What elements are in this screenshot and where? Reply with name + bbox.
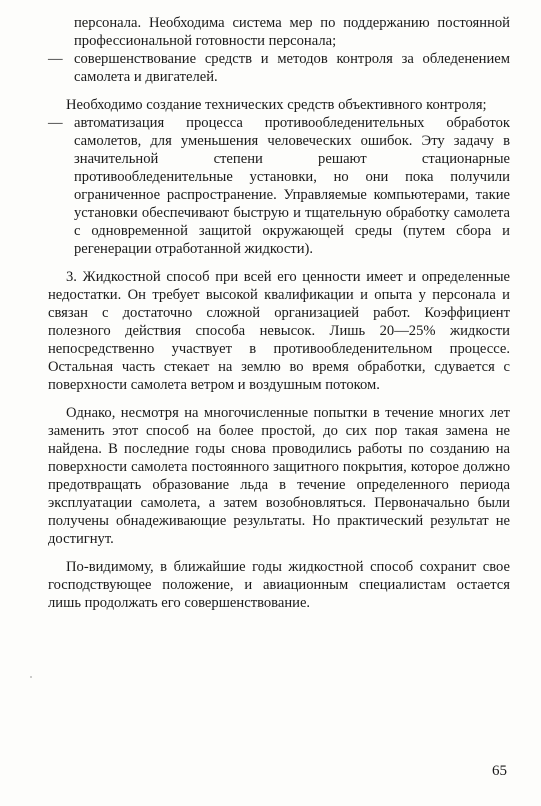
bullet-dash: —	[48, 115, 63, 131]
paragraph-4: По-видимому, в ближайшие годы жидкостной способ сохранит свое господствующее положение, и авиационным специалистам остается лишь продолжать его совершенствование.	[48, 559, 510, 611]
spacer	[48, 548, 510, 558]
paragraph-3: Однако, несмотря на многочисленные попытки в течение многих лет заменить этот способ на более простой, до сих пор такая замена не найдена. В последние годы снова проводились работы по созданию на поверхности самолета постоянного защитного покрытия, которое должно предотвращать образование льда в течение определенного периода эксплуатации самолета, а затем возобновляться. Первоначально были получены обнадеживающие результаты. Но практический результат не достигнут.	[48, 405, 510, 547]
bullet-item-2	[48, 114, 510, 258]
paragraph-2: 3. Жидкостной способ при всей его ценности имеет и определенные недостатки. Он требует высокой квалификации и опыта у персонала и связан с достаточно сложной организацией работ. Коэффициент полезного действия способа невысок. Лишь 20—25% жидкости непосредственно участвует в противообледенительном процессе. Остальная часть стекает на землю во время обработки, сдувается с поверхности самолета ветром и воздушным потоком.	[48, 269, 510, 393]
bullet-text-1: совершенствование средств и методов контроля за обледенением самолета и двигателей.	[74, 51, 510, 85]
bullet-item-1	[48, 50, 510, 86]
page-body	[48, 14, 510, 612]
spacer	[48, 258, 510, 268]
scan-speck	[30, 676, 32, 678]
bullet-dash: —	[48, 51, 63, 67]
spacer	[48, 86, 510, 96]
bullet-text-2: автоматизация процесса противообледенительных обработок самолетов, для уменьшения человеческих ошибок. Эту задачу в значительной степени решают стационарные противообледенительные установки, но они пока получили ограниченное распространение. Управляемые компьютерами, такие установки обеспечивают быструю и тщательную обработку самолета с одновременной защитой окружающей среды (путем сбора и регенерации отработанной жидкости).	[74, 115, 510, 257]
spacer	[48, 394, 510, 404]
page-number: 65	[492, 763, 507, 779]
paragraph-1: Необходимо создание технических средств объективного контроля;	[66, 97, 487, 113]
fragment-top: персонала. Необходима система мер по поддержанию постоянной профессиональной готовности персонала;	[74, 15, 510, 49]
